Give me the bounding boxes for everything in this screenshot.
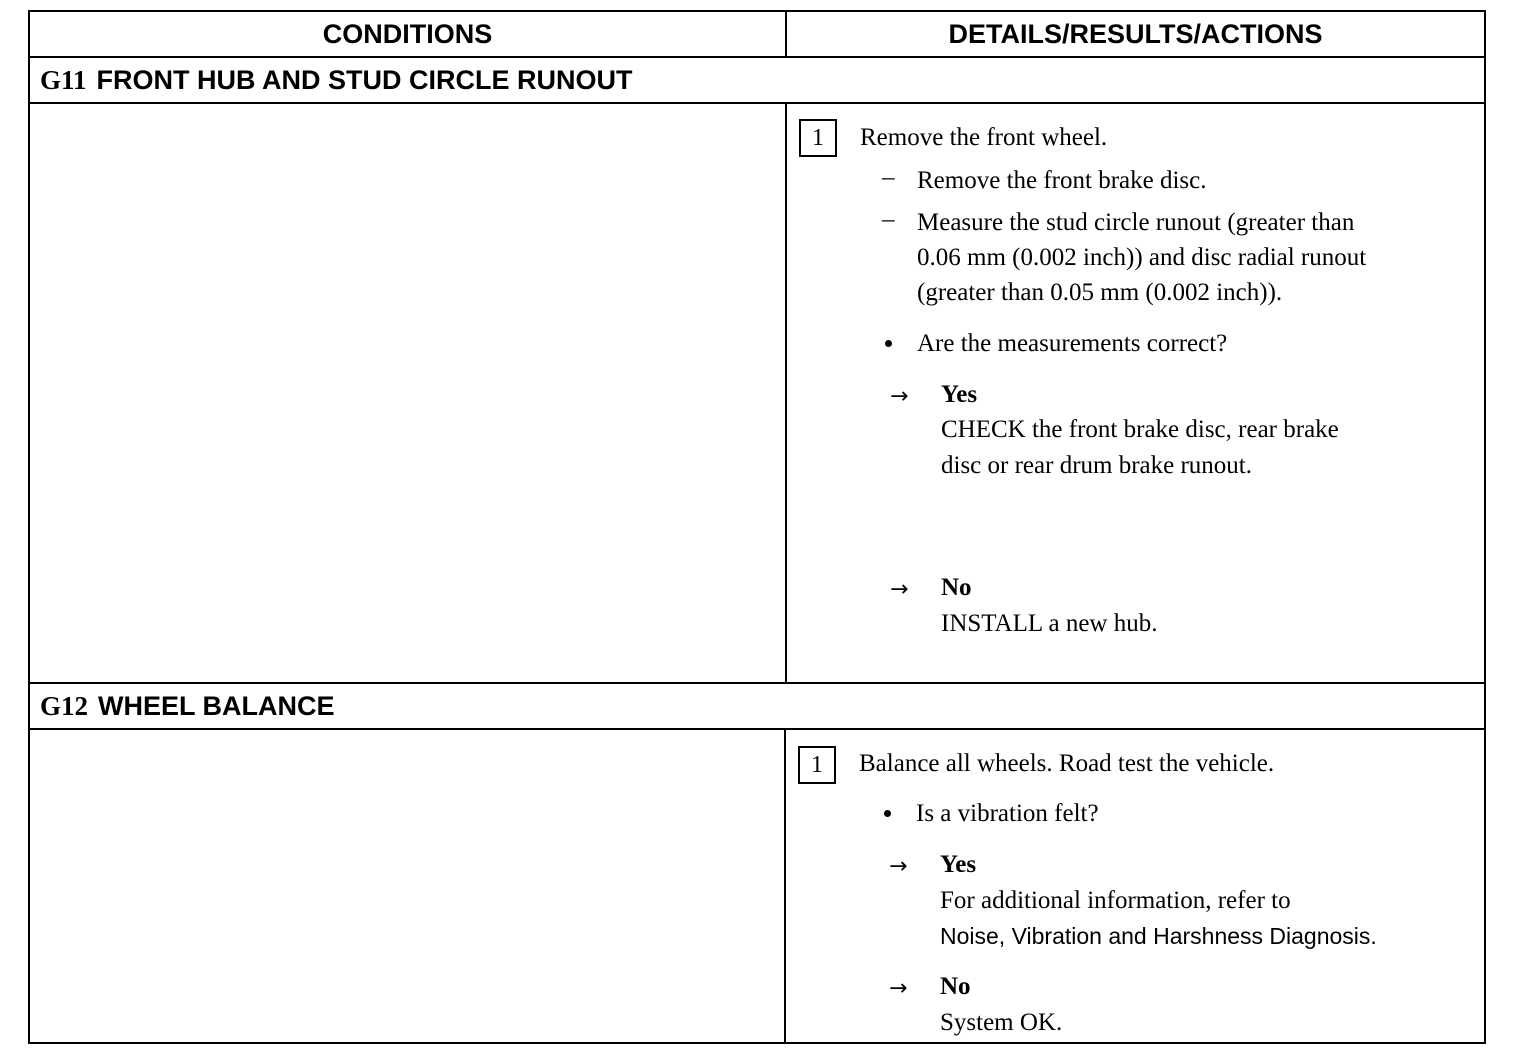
g12-no-action: System OK. bbox=[940, 1009, 1063, 1036]
g11-question: Are the measurements correct? bbox=[917, 330, 1228, 357]
g11-yes-label: Yes bbox=[941, 381, 978, 408]
g11-conditions-cell bbox=[30, 104, 785, 684]
g11-substep-measure-l2: 0.06 mm (0.002 inch)) and disc radial runout bbox=[917, 244, 1367, 271]
g12-conditions-cell bbox=[30, 730, 784, 1042]
g11-substep-remove-disc: Remove the front brake disc. bbox=[917, 167, 1207, 194]
g12-details-cell bbox=[786, 730, 1484, 1042]
g11-step-text: Remove the front wheel. bbox=[860, 124, 1108, 151]
dash-icon: – bbox=[882, 164, 895, 191]
right-arrow-icon: → bbox=[890, 577, 909, 602]
right-arrow-icon: → bbox=[889, 854, 908, 879]
g11-section-title bbox=[30, 58, 1484, 104]
right-arrow-icon: → bbox=[889, 976, 908, 1001]
right-arrow-icon: → bbox=[890, 384, 909, 409]
g11-substep-measure-l3: (greater than 0.05 mm (0.002 inch)). bbox=[917, 279, 1283, 306]
g12-question: Is a vibration felt? bbox=[916, 800, 1099, 827]
details-header: DETAILS/RESULTS/ACTIONS bbox=[787, 12, 1484, 58]
g12-title: WHEEL BALANCE bbox=[98, 690, 335, 721]
g12-code: G12 bbox=[40, 690, 89, 721]
g11-title: FRONT HUB AND STUD CIRCLE RUNOUT bbox=[96, 64, 633, 95]
g12-yes-label: Yes bbox=[940, 851, 977, 878]
g12-yes-action-l2: Noise, Vibration and Harshness Diagnosis. bbox=[940, 923, 1377, 949]
g12-no-label: No bbox=[940, 973, 971, 1000]
g11-details-cell bbox=[787, 104, 1484, 684]
g11-step-number-box: 1 bbox=[799, 119, 837, 157]
g11-code: G11 bbox=[40, 64, 87, 95]
g12-yes-action-l1: For additional information, refer to bbox=[940, 887, 1291, 914]
g11-no-action: INSTALL a new hub. bbox=[941, 610, 1158, 637]
dash-icon: – bbox=[882, 206, 895, 233]
diagnostic-table bbox=[28, 10, 1486, 1044]
bullet-icon bbox=[884, 810, 891, 817]
g12-step-number-box: 1 bbox=[798, 746, 836, 784]
bullet-icon bbox=[885, 340, 892, 347]
g12-section-title bbox=[30, 682, 1484, 730]
g11-yes-action-l2: disc or rear drum brake runout. bbox=[941, 452, 1252, 479]
g11-no-label: No bbox=[941, 574, 972, 601]
g12-step-text: Balance all wheels. Road test the vehicle. bbox=[859, 750, 1275, 777]
g11-substep-measure-l1: Measure the stud circle runout (greater than bbox=[917, 209, 1355, 236]
g11-yes-action-l1: CHECK the front brake disc, rear brake bbox=[941, 416, 1339, 443]
conditions-header: CONDITIONS bbox=[30, 12, 787, 58]
